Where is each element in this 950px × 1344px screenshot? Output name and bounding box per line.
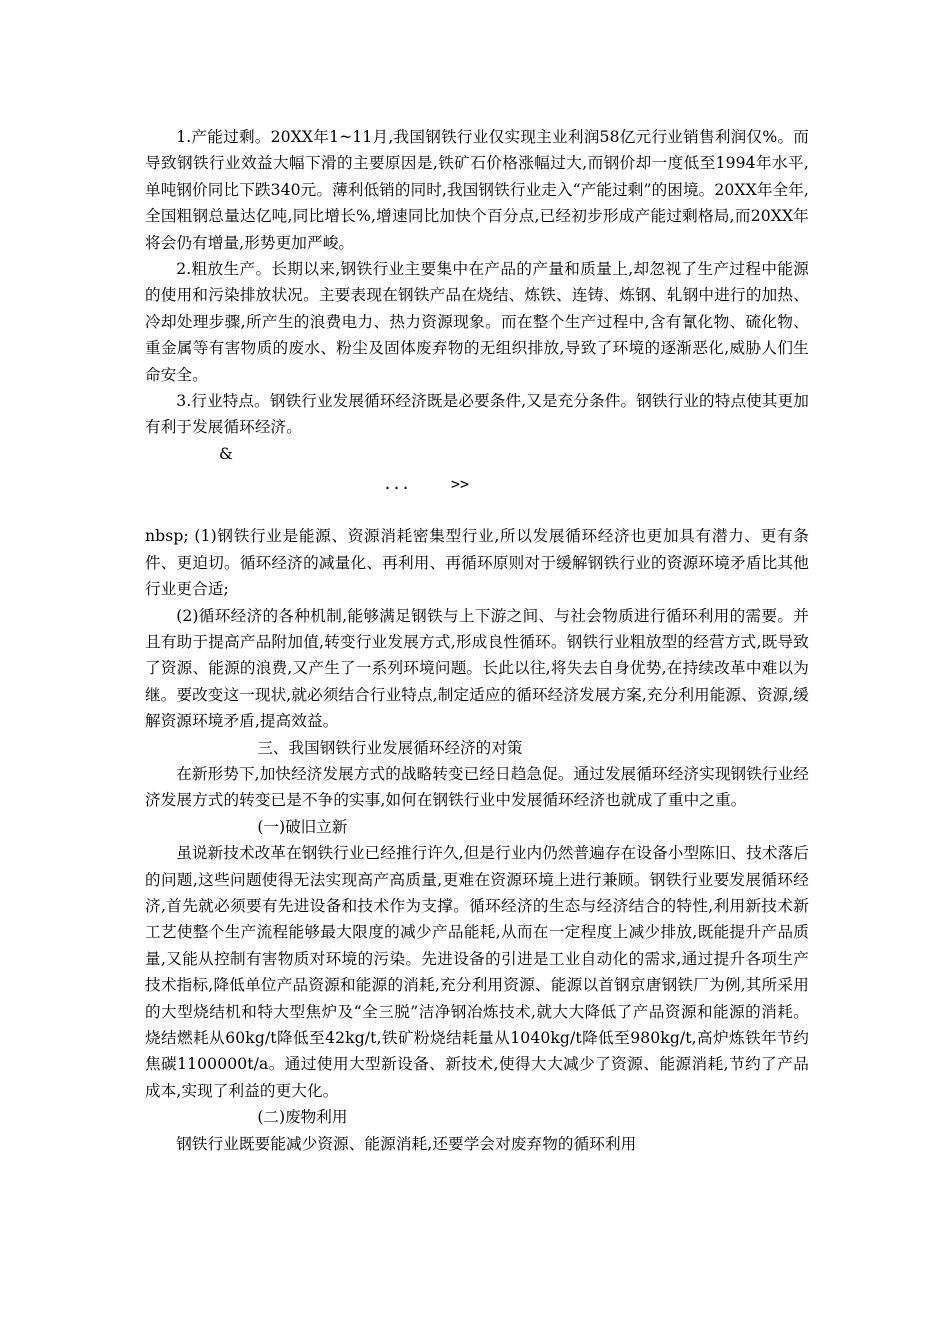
paragraph-new-technology: 虽说新技术改革在钢铁行业已经推行许久,但是行业内仍然普遍存在设备小型陈旧、技术落后的问题,这些问题使得无法实现高产高质量,更难在资源环境上进行兼顾。钢铁行业要发展循环经济,首先就必须要有先进设备和技术作为支撑。循环经济的生态与经济结合的特性,利用新技术新工艺使整个生产流程能够最大限度的减少产品能耗,从而在一定程度上减少排放,既能提升产品质量,又能从控制有害物质对环境的污染。先进设备的引进是工业自动化的需求,通过提升各项生产技术指标,降低单位产品资源和能源的消耗,充分利用资源、能源以首钢京唐钢铁厂为例,其所采用的大型烧结机和特大型焦炉及“全三脱”洁净钢冶炼技术,就大大降低了产品资源和能源的消耗。烧结燃耗从60kg/t降低至42kg/t,铁矿粉烧结耗量从1040kg/t降低至980kg/t,高炉炼铁年节约焦碳1100000t/a。通过使用大型新设备、新技术,使得大大减少了资源、能源消耗,节约了产品成本,实现了利益的更大化。: [145, 844, 809, 1100]
paragraph-extensive-production: 2.粗放生产。长期以来,钢铁行业主要集中在产品的产量和质量上,却忽视了生产过程中能源的使用和污染排放状况。主要表现在钢铁产品在烧结、炼铁、连铸、炼钢、轧钢中进行的加热、冷却处理步骤,所产生的浪费电力、热力资源现象。而在整个生产过程中,含有氰化物、硫化物、重金属等有害物质的废水、粉尘及固体废弃物的无组织排放,导致了环境的逐渐恶化,威胁人们生命安全。: [145, 260, 809, 384]
ampersand-fragment: &: [219, 444, 233, 463]
next-page-link[interactable]: >>: [451, 475, 470, 494]
pagination: [145, 467, 809, 515]
paragraph-overcapacity: 1.产能过剩。20XX年1~11月,我国钢铁行业仅实现主业利润58亿元行业销售利润仅%。而导致钢铁行业效益大幅下滑的主要原因是,铁矿石价格涨幅过大,而钢价却一度低至1994年水平,单吨钢价同比下跌340元。薄利低销的同时,我国钢铁行业走入“产能过剩”的困境。20XX年全年,全国粗钢总量达亿吨,同比增长%,增速同比加快个百分点,已经初步形成产能过剩格局,而20XX年将会仍有增量,形势更加严峻。: [145, 128, 809, 252]
paragraph-waste-recycling: 钢铁行业既要能减少资源、能源消耗,还要学会对废弃物的循环利用: [176, 1134, 637, 1153]
paragraph-mechanisms: (2)循环经济的各种机制,能够满足钢铁与上下游之间、与社会物质进行循环利用的需要。并且有助于提高产品附加值,转变行业发展方式,形成良性循环。钢铁行业粗放型的经营方式,既导致了资源、能源的浪费,又产生了一系列环境问题。长此以往,将失去自身优势,在持续改革中难以为继。要改变这一现状,就必须结合行业特点,制定适应的循环经济发展方案,充分利用能源、资源,缓解资源环境矛盾,提高效益。: [145, 606, 809, 731]
paragraph-new-situation: 在新形势下,加快经济发展方式的战略转变已经日趋急促。通过发展循环经济实现钢铁行业经济发展方式的转变已是不争的实事,如何在钢铁行业中发展循环经济也就成了重中之重。: [145, 764, 809, 810]
section-heading-countermeasures: 三、我国钢铁行业发展循环经济的对策: [257, 738, 523, 757]
document-page: [145, 124, 809, 1157]
subheading-waste-utilization: (二)废物利用: [257, 1108, 348, 1127]
paragraph-energy-intensive: nbsp; (1)钢铁行业是能源、资源消耗密集型行业,所以发展循环经济也更加具有潜力、更有条件、更迫切。循环经济的减量化、再利用、再循环原则对于缓解钢铁行业的资源环境矛盾比其他行业更合适;: [145, 527, 809, 599]
paragraph-industry-features: 3.行业特点。钢铁行业发展循环经济既是必要条件,又是充分条件。钢铁行业的特点使其更加有利于发展循环经济。: [145, 392, 809, 437]
subheading-innovation: (一)破旧立新: [257, 817, 348, 836]
spacer: [145, 515, 809, 523]
pagination-ellipsis: ...: [383, 475, 411, 494]
